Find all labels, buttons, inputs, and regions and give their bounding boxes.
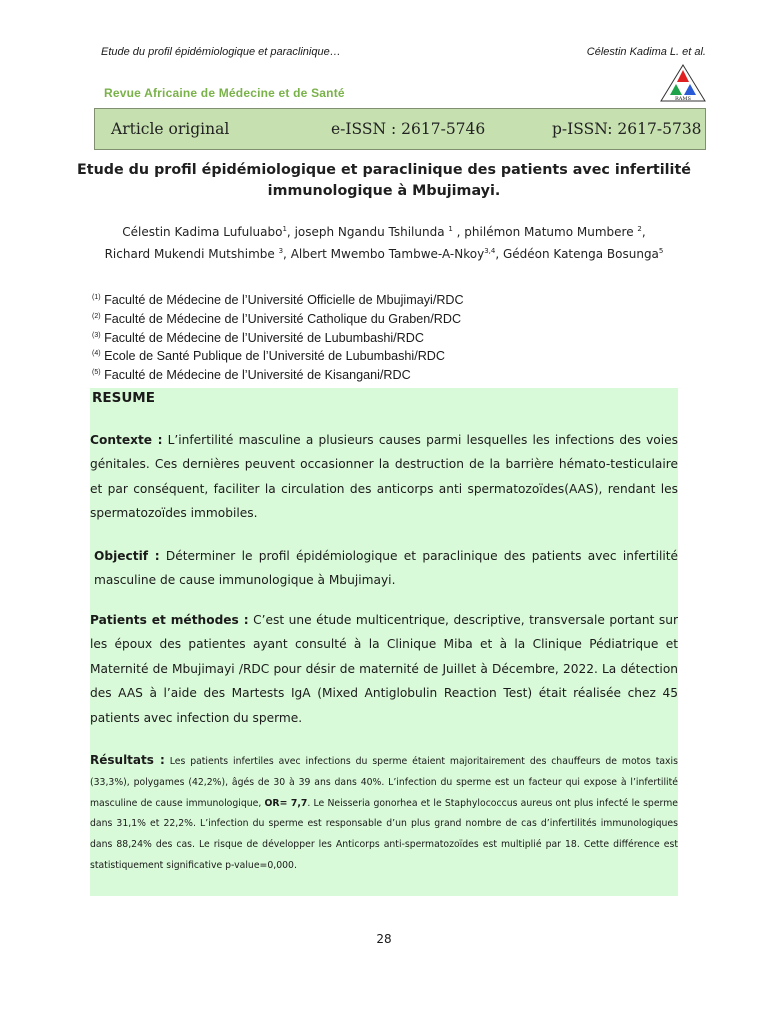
affiliation-item xyxy=(92,328,464,347)
affiliation-num: (3) xyxy=(92,331,101,339)
pissn: p-ISSN: 2617-5738 xyxy=(552,120,702,138)
resultats-text-2: . Le Neisseria gonorhea et le Staphylococcus aureus ont plus infecté le sperme dans 31,1% et 22,2%. L’infection du sperme est responsable d’un plus grand nombre de cas d’infertilités immunologiques dans 88,24% des cas. Le risque de développer les Anticorps anti-spermatozoïdes est multiplié par 18. Cette différence est statistiquement significative p-value=0,000. xyxy=(90,797,678,871)
methodes-label: Patients et méthodes : xyxy=(90,613,249,627)
article-title xyxy=(60,160,708,202)
contexte-label: Contexte : xyxy=(90,433,163,447)
author-list xyxy=(96,220,672,264)
objectif-label: Objectif : xyxy=(94,549,160,563)
author-name: Gédéon Katenga Bosunga xyxy=(502,247,659,261)
journal-name: Revue Africaine de Médecine et de Santé xyxy=(104,86,345,100)
affiliation-num: (4) xyxy=(92,350,101,358)
methodes-text: C’est une étude multicentrique, descriptive, transversale portant sur les époux des patientes ayant consulté à la Clinique Miba et à la Clinique Pédiatrique et Maternité de Mbujimayi /RDC pour désir de maternité de Juillet à Décembre, 2022. La détection des AAS à l’aide des Martests IgA (Mixed Antiglobulin Reaction Test) était réalisée chez 45 patients avec infection du sperme. xyxy=(90,613,678,725)
affiliation-list xyxy=(92,290,464,384)
abstract-resultats xyxy=(90,750,678,877)
affiliation-num: (5) xyxy=(92,369,101,377)
affiliation-text: Faculté de Médecine de l’Université de Kisangani/RDC xyxy=(104,368,411,383)
author-sup: 3,4 xyxy=(484,247,496,255)
affiliation-num: (2) xyxy=(92,312,101,320)
contexte-text: L’infertilité masculine a plusieurs causes parmi lesquelles les infections des voies génitales. Ces dernières peuvent occasionner la destruction de la barrière hémato-testiculaire et par conséquent, faciliter la circulation des anticorps anti spermatozoïdes(AAS), rendant les spermatozoïdes immobiles. xyxy=(90,433,678,521)
affiliation-item xyxy=(92,365,464,384)
abstract-objectif xyxy=(90,544,678,593)
author-sup: 1 xyxy=(282,225,287,233)
title-line-2: immunologique à Mbujimayi. xyxy=(267,183,501,199)
running-header-left: Etude du profil épidémiologique et paraclinique… xyxy=(101,46,341,58)
affiliation-num: (1) xyxy=(92,294,101,301)
author-name: Célestin Kadima Lufuluabo xyxy=(122,225,283,239)
author-name: philémon Matumo Mumbere xyxy=(464,225,638,239)
affiliation-item xyxy=(92,290,464,309)
journal-logo xyxy=(660,64,706,104)
author-sep: , xyxy=(283,247,291,261)
author-sup: 2 xyxy=(637,225,642,233)
abstract-heading: RESUME xyxy=(92,390,155,406)
affiliation-text: Faculté de Médecine de l’Université de Lubumbashi/RDC xyxy=(104,330,424,345)
resultats-text-1: Les patients infertiles avec infections du sperme étaient majoritairement des chauffeurs de motos taxis (33,3%), polygames (42,2%), âgés de 30 à 39 ans dans 40%. L’infection du sperme est un facteur qui expose à l’infertilité masculine de cause immunologique, xyxy=(90,756,678,809)
affiliation-text: Faculté de Médecine de l’Université Officielle de Mbujimayi/RDC xyxy=(104,293,464,308)
author-sep: , xyxy=(286,225,295,239)
title-line-1: Etude du profil épidémiologique et paraclinique des patients avec infertilité xyxy=(77,162,691,178)
running-header-right: Célestin Kadima L. et al. xyxy=(586,46,706,58)
abstract-methodes xyxy=(90,608,678,730)
author-name: Albert Mwembo Tambwe-A-Nkoy xyxy=(290,247,485,261)
author-sep: , xyxy=(452,225,465,239)
author-name: joseph Ngandu Tshilunda xyxy=(294,225,449,239)
author-sup: 5 xyxy=(658,247,664,255)
logo-text: RAMS xyxy=(675,96,691,102)
author-sup: 3 xyxy=(278,247,284,255)
affiliation-text: Ecole de Santé Publique de l’Université de Lubumbashi/RDC xyxy=(104,349,445,364)
author-sep: , xyxy=(641,225,646,239)
page-number: 28 xyxy=(376,932,392,946)
abstract-box xyxy=(90,388,678,896)
affiliation-item xyxy=(92,346,464,365)
objectif-text: Déterminer le profil épidémiologique et paraclinique des patients avec infertilité masculine de cause immunologique à Mbujimayi. xyxy=(94,549,679,588)
author-sep: , xyxy=(495,247,503,261)
eissn: e-ISSN : 2617-5746 xyxy=(331,120,486,138)
article-banner xyxy=(94,108,706,150)
abstract-contexte xyxy=(90,428,678,526)
author-name: Richard Mukendi Mutshimbe xyxy=(104,247,279,261)
article-type: Article original xyxy=(111,120,230,138)
affiliation-item xyxy=(92,309,464,328)
resultats-label: Résultats : xyxy=(90,753,165,767)
resultats-or: OR= 7,7 xyxy=(264,797,308,809)
affiliation-text: Faculté de Médecine de l’Université Catholique du Graben/RDC xyxy=(104,311,462,326)
author-sup: 1 xyxy=(448,225,453,233)
